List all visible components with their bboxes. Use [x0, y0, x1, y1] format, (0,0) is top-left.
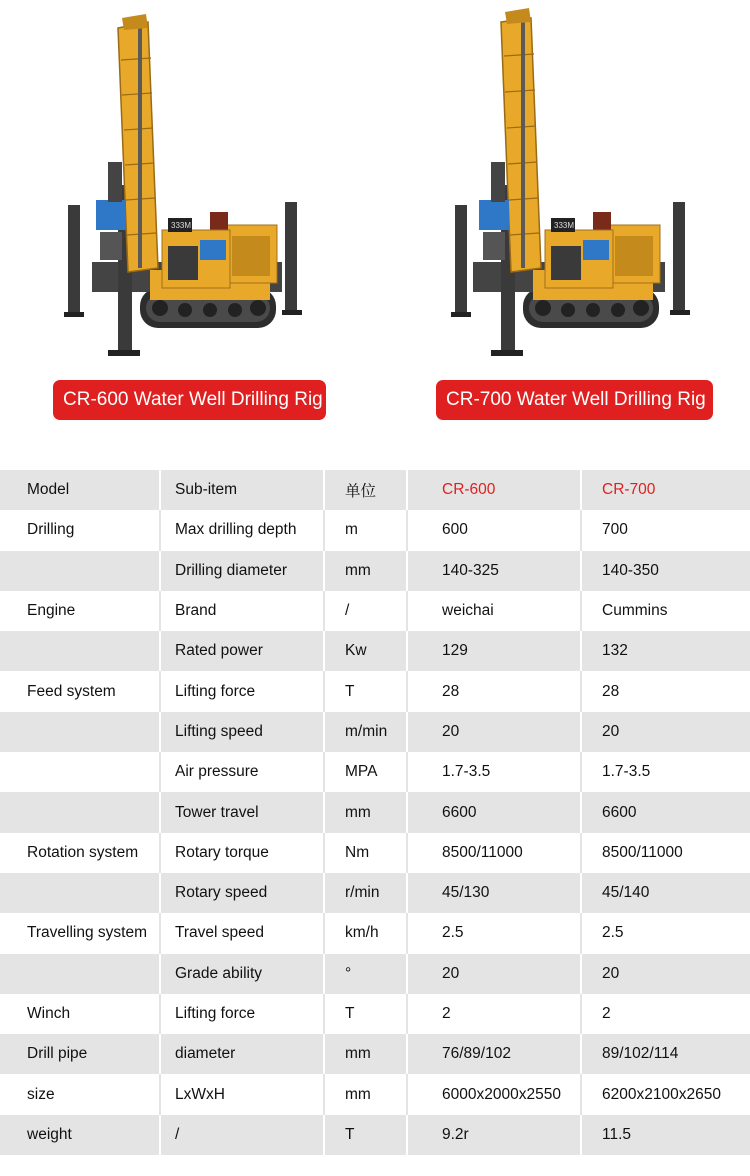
table-cell: 20 — [407, 712, 581, 752]
table-row — [0, 833, 750, 873]
table-cell: 129 — [407, 631, 581, 671]
table-cell: 45/140 — [581, 873, 750, 913]
product-cr600 — [0, 0, 375, 440]
table-row — [0, 1034, 750, 1074]
table-cell: 2.5 — [407, 913, 581, 953]
table-cell: m — [324, 510, 407, 550]
table-cell: 89/102/114 — [581, 1034, 750, 1074]
spec-table — [0, 470, 750, 1155]
drilling-rig-image — [375, 0, 750, 370]
spec-table-body — [0, 470, 750, 1155]
table-cell — [0, 551, 160, 591]
table-cell: Drilling — [0, 510, 160, 550]
table-row — [0, 1074, 750, 1114]
svg-text:333M: 333M — [171, 221, 192, 230]
table-cell — [0, 752, 160, 792]
table-cell: Winch — [0, 994, 160, 1034]
table-cell: Lifting force — [160, 994, 324, 1034]
table-cell: LxWxH — [160, 1074, 324, 1114]
table-cell: Grade ability — [160, 954, 324, 994]
table-header-row — [0, 470, 750, 510]
table-cell: Lifting force — [160, 671, 324, 711]
product-cr700 — [375, 0, 750, 440]
table-cell: T — [324, 1115, 407, 1155]
table-cell: km/h — [324, 913, 407, 953]
table-cell: Rotary speed — [160, 873, 324, 913]
table-cell: 11.5 — [581, 1115, 750, 1155]
table-cell: ° — [324, 954, 407, 994]
table-cell: 28 — [407, 671, 581, 711]
table-cell: 45/130 — [407, 873, 581, 913]
table-cell: 6600 — [581, 792, 750, 832]
table-cell: 132 — [581, 631, 750, 671]
table-cell: diameter — [160, 1034, 324, 1074]
table-cell: 1.7-3.5 — [407, 752, 581, 792]
table-cell: m/min — [324, 712, 407, 752]
table-cell: 140-350 — [581, 551, 750, 591]
table-cell: Feed system — [0, 671, 160, 711]
table-cell: 6200x2100x2650 — [581, 1074, 750, 1114]
product-caption: CR-700 Water Well Drilling Rig — [436, 380, 713, 420]
table-cell: T — [324, 994, 407, 1034]
table-cell: weight — [0, 1115, 160, 1155]
table-cell: Nm — [324, 833, 407, 873]
table-row — [0, 792, 750, 832]
table-cell: Engine — [0, 591, 160, 631]
table-cell: Rotary torque — [160, 833, 324, 873]
table-cell: Kw — [324, 631, 407, 671]
table-cell: Rotation system — [0, 833, 160, 873]
table-cell: Cummins — [581, 591, 750, 631]
table-cell: 9.2r — [407, 1115, 581, 1155]
table-row — [0, 873, 750, 913]
table-row — [0, 591, 750, 631]
table-cell: Drill pipe — [0, 1034, 160, 1074]
table-cell: mm — [324, 1034, 407, 1074]
table-row — [0, 1115, 750, 1155]
table-cell: 600 — [407, 510, 581, 550]
table-cell: Drilling diameter — [160, 551, 324, 591]
table-cell: 6600 — [407, 792, 581, 832]
table-cell: / — [160, 1115, 324, 1155]
table-cell: Travelling system — [0, 913, 160, 953]
table-cell: 8500/11000 — [407, 833, 581, 873]
table-header-cell: CR-600 — [407, 470, 581, 510]
table-cell: 28 — [581, 671, 750, 711]
table-cell: 140-325 — [407, 551, 581, 591]
table-cell — [0, 954, 160, 994]
table-header-cell: 单位 — [324, 470, 407, 510]
table-cell: r/min — [324, 873, 407, 913]
table-header-cell: CR-700 — [581, 470, 750, 510]
table-cell: mm — [324, 551, 407, 591]
table-row — [0, 671, 750, 711]
table-cell: 20 — [581, 954, 750, 994]
table-cell: mm — [324, 1074, 407, 1114]
table-row — [0, 994, 750, 1034]
table-cell — [0, 712, 160, 752]
table-cell: 2 — [581, 994, 750, 1034]
table-cell — [0, 631, 160, 671]
table-cell: / — [324, 591, 407, 631]
table-row — [0, 551, 750, 591]
table-header-cell: Sub-item — [160, 470, 324, 510]
table-row — [0, 712, 750, 752]
table-cell: Brand — [160, 591, 324, 631]
table-cell: 8500/11000 — [581, 833, 750, 873]
table-cell: 6000x2000x2550 — [407, 1074, 581, 1114]
table-row — [0, 913, 750, 953]
product-caption: CR-600 Water Well Drilling Rig — [53, 380, 326, 420]
table-cell: 2 — [407, 994, 581, 1034]
table-cell: Lifting speed — [160, 712, 324, 752]
table-cell: Travel speed — [160, 913, 324, 953]
svg-text:333M: 333M — [554, 221, 575, 230]
table-cell: T — [324, 671, 407, 711]
table-row — [0, 752, 750, 792]
table-row — [0, 631, 750, 671]
table-cell: weichai — [407, 591, 581, 631]
table-row — [0, 954, 750, 994]
table-cell: size — [0, 1074, 160, 1114]
table-header-cell: Model — [0, 470, 160, 510]
table-cell: mm — [324, 792, 407, 832]
table-row — [0, 510, 750, 550]
table-cell: Air pressure — [160, 752, 324, 792]
table-cell: 2.5 — [581, 913, 750, 953]
table-cell: Max drilling depth — [160, 510, 324, 550]
table-cell: Rated power — [160, 631, 324, 671]
table-cell: 20 — [581, 712, 750, 752]
table-cell — [0, 792, 160, 832]
table-cell: 700 — [581, 510, 750, 550]
table-cell: MPA — [324, 752, 407, 792]
table-cell: 76/89/102 — [407, 1034, 581, 1074]
table-cell: 20 — [407, 954, 581, 994]
table-cell — [0, 873, 160, 913]
table-cell: 1.7-3.5 — [581, 752, 750, 792]
table-cell: Tower travel — [160, 792, 324, 832]
drilling-rig-image — [0, 0, 375, 370]
